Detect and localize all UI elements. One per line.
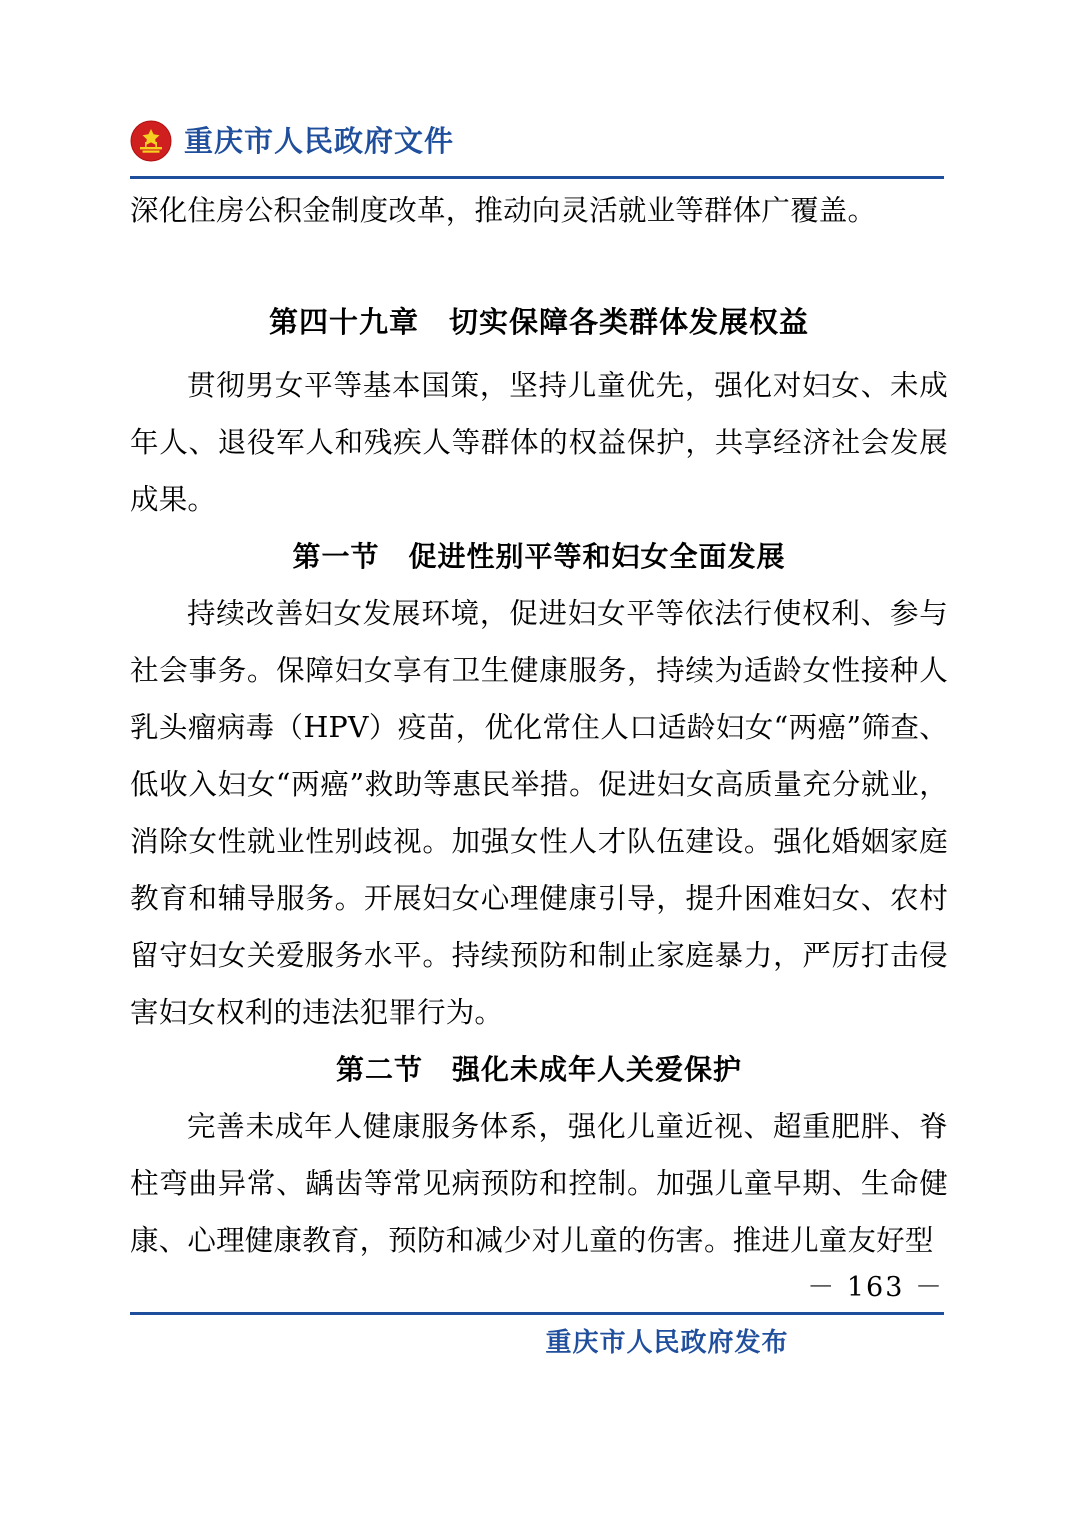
section-body-1: 持续改善妇女发展环境，促进妇女平等依法行使权利、参与社会事务。保障妇女享有卫生健康服务，持续为适龄女性接种人乳头瘤病毒（HPV）疫苗，优化常住人口适龄妇女“两癌”筛查、低收入妇女“两癌”救助等惠民举措。促进妇女高质量充分就业，消除女性就业性别歧视。加强女性人才队伍建设。强化婚姻家庭教育和辅导服务。开展妇女心理健康引导，提升困难妇女、农村留守妇女关爱服务水平。持续预防和制止家庭暴力，严厉打击侵害妇女权利的违法犯罪行为。 xyxy=(130,597,948,1029)
chapter-title: 第四十九章 切实保障各类群体发展权益 xyxy=(268,305,809,339)
section-heading-1: 第一节 促进性别平等和妇女全面发展 xyxy=(292,540,786,573)
national-emblem-icon xyxy=(130,120,172,162)
document-content xyxy=(130,182,948,1269)
footer-divider xyxy=(130,1312,944,1315)
header-title: 重庆市人民政府文件 xyxy=(184,123,455,158)
spacer xyxy=(130,239,948,294)
header-inner xyxy=(130,108,944,170)
section-body-2: 完善未成年人健康服务体系，强化儿童近视、超重肥胖、脊柱弯曲异常、龋齿等常见病预防和控制。加强儿童早期、生命健康、心理健康教育，预防和减少对儿童的伤害。推进儿童友好型 xyxy=(130,1110,948,1257)
page-number: － 163 － xyxy=(807,1272,944,1303)
chapter-intro-paragraph: 贯彻男女平等基本国策，坚持儿童优先，强化对妇女、未成年人、退役军人和残疾人等群体的权益保护，共享经济社会发展成果。 xyxy=(130,369,948,516)
header-divider xyxy=(130,176,944,179)
section-heading-2: 第二节 强化未成年人关爱保护 xyxy=(335,1053,742,1086)
document-header xyxy=(130,108,944,180)
continued-paragraph: 深化住房公积金制度改革，推动向灵活就业等群体广覆盖。 xyxy=(130,194,877,227)
footer-publisher: 重庆市人民政府发布 xyxy=(545,1328,789,1358)
